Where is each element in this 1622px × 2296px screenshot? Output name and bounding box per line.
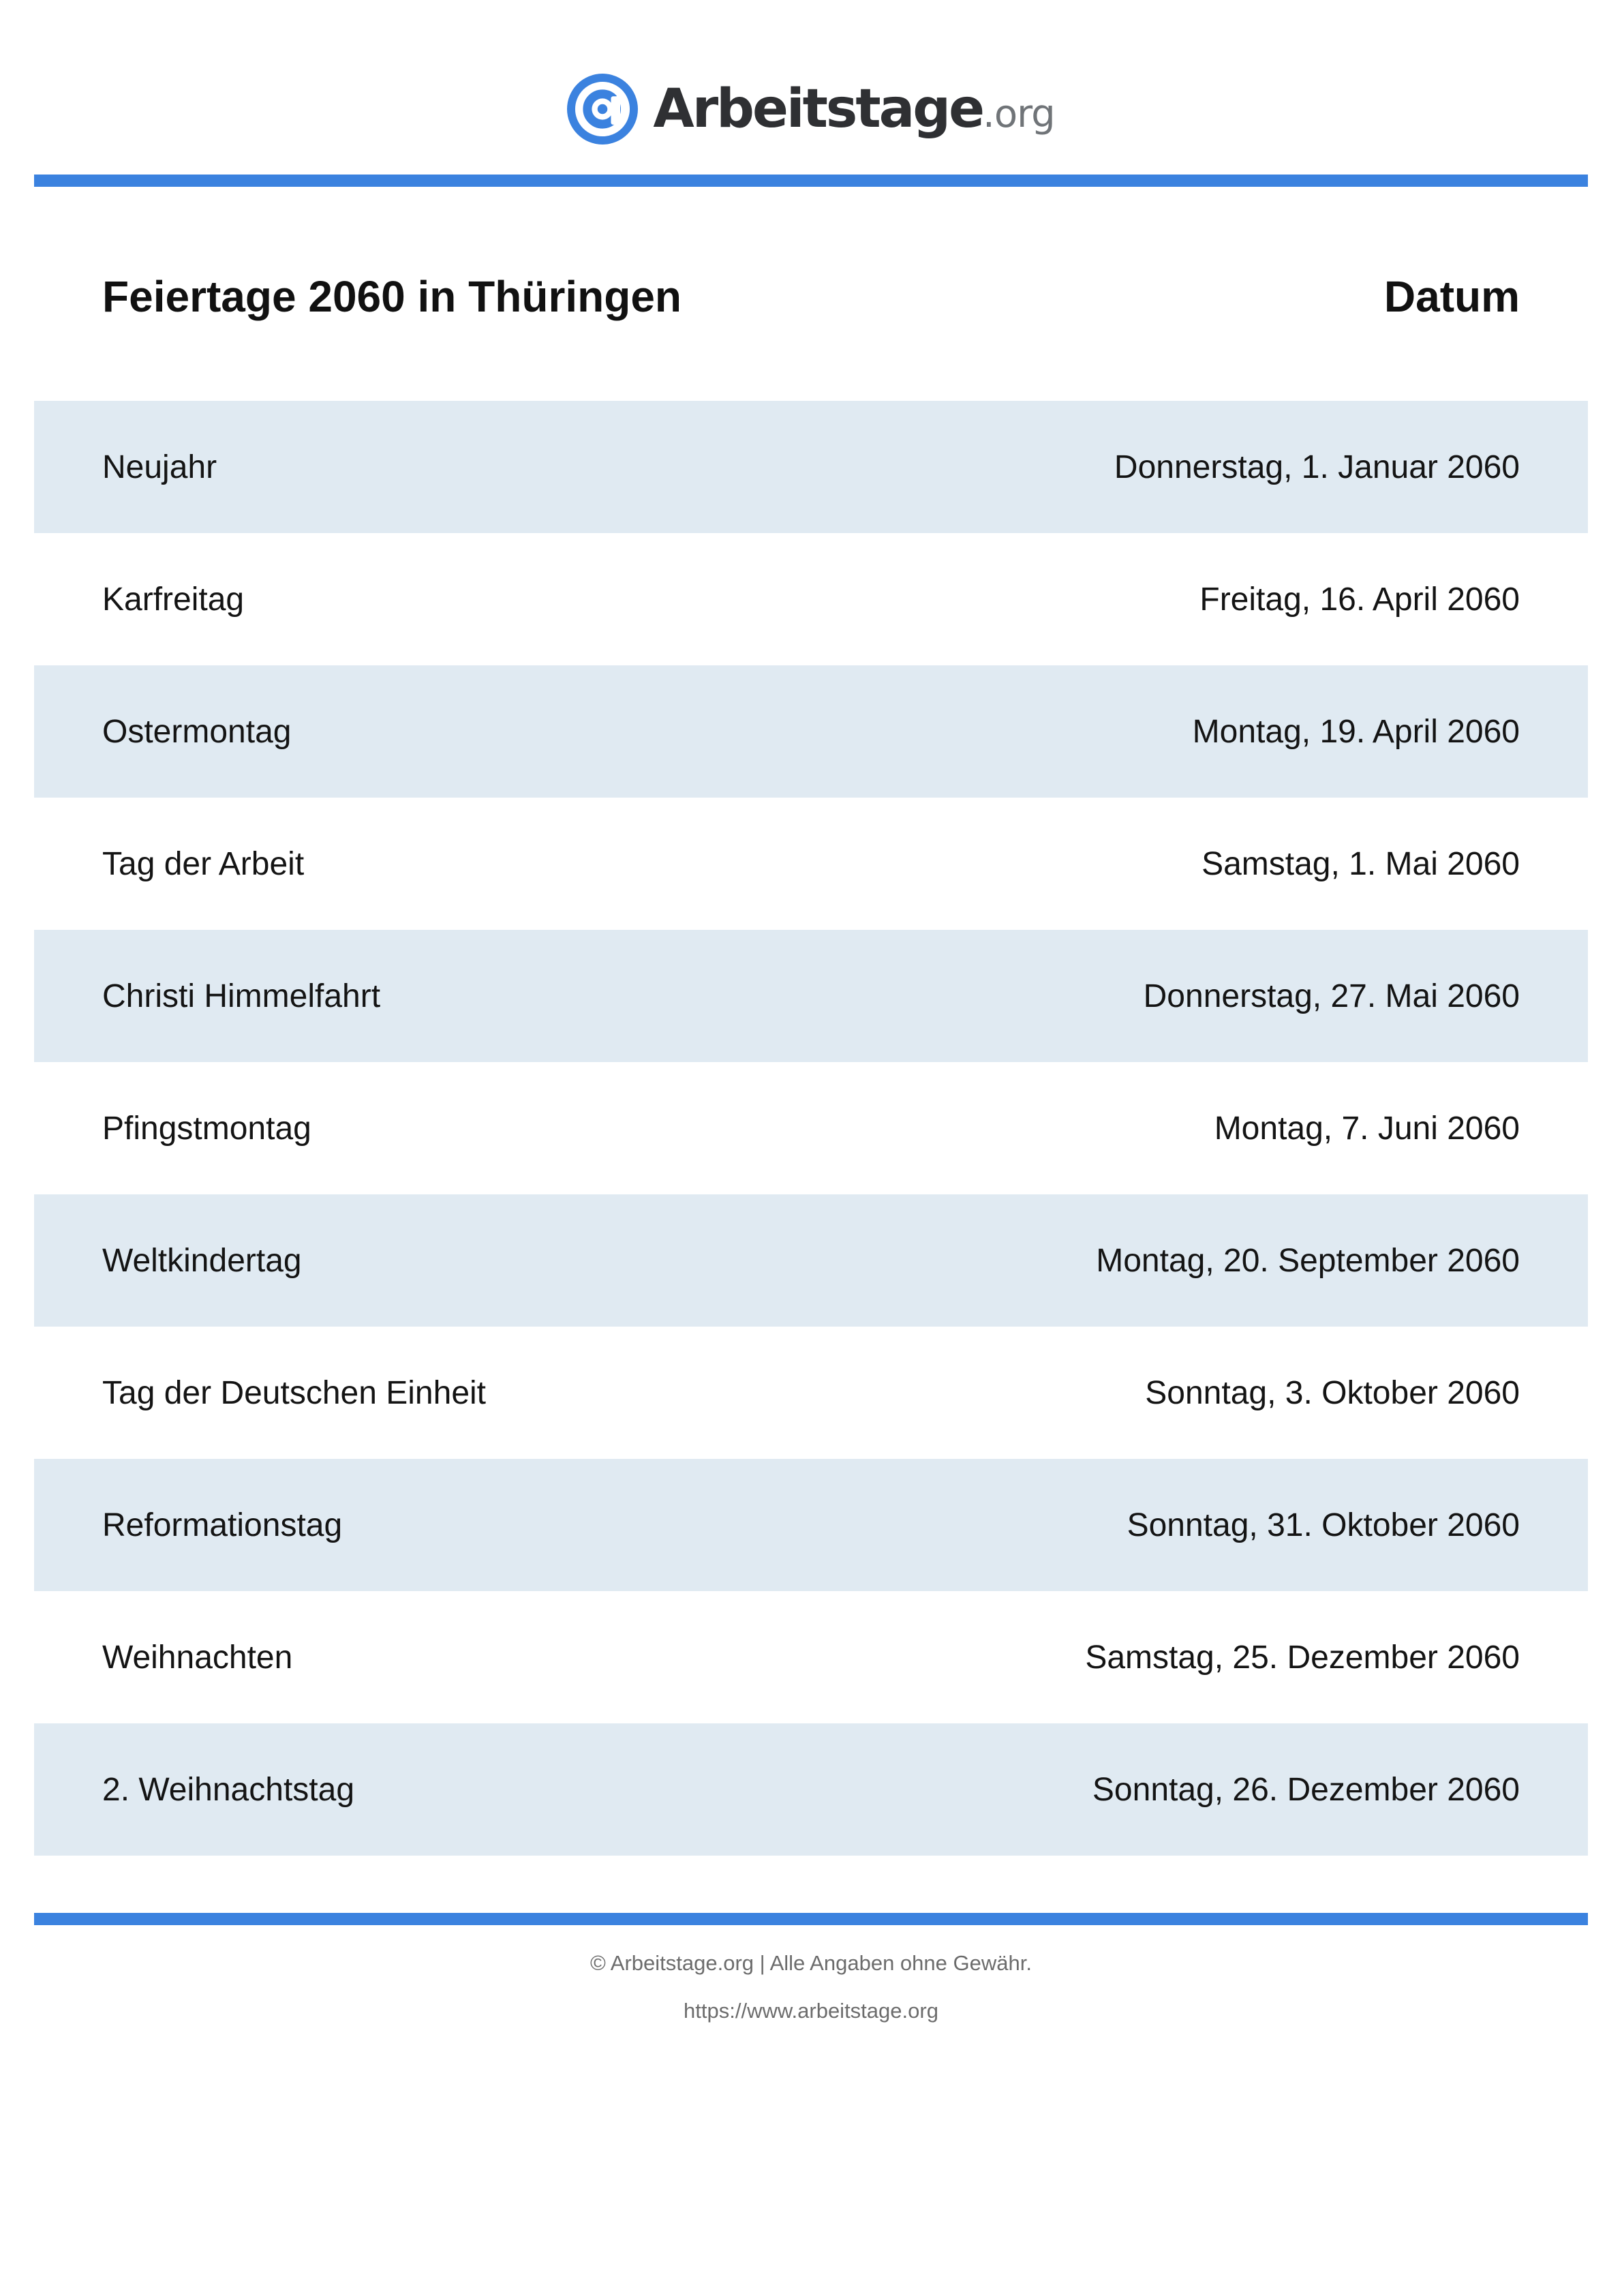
holiday-name: Neujahr — [102, 449, 217, 485]
table-row — [34, 930, 1588, 1062]
holiday-date: Samstag, 25. Dezember 2060 — [1085, 1639, 1520, 1676]
holiday-date: Sonntag, 26. Dezember 2060 — [1092, 1771, 1520, 1808]
holiday-date: Samstag, 1. Mai 2060 — [1202, 845, 1520, 882]
table-title: Feiertage 2060 in Thüringen — [102, 272, 682, 321]
holiday-name: Karfreitag — [102, 581, 245, 618]
table-row — [34, 1194, 1588, 1327]
table-row — [34, 798, 1588, 930]
holiday-name: Pfingstmontag — [102, 1110, 311, 1147]
holiday-date: Donnerstag, 27. Mai 2060 — [1143, 978, 1520, 1014]
top-divider — [34, 175, 1588, 187]
logo-tld: .org — [983, 92, 1055, 136]
table-row — [34, 665, 1588, 798]
footer-url-link[interactable]: https://www.arbeitstage.org — [684, 1999, 938, 2023]
holiday-name: Ostermontag — [102, 713, 292, 750]
holiday-name: Weltkindertag — [102, 1242, 302, 1279]
logo-group — [567, 68, 1054, 150]
footer-copyright: © Arbeitstage.org | Alle Angaben ohne Gewähr. — [590, 1951, 1032, 1975]
holiday-name: Tag der Deutschen Einheit — [102, 1374, 487, 1411]
table-row — [34, 533, 1588, 665]
date-column-header: Datum — [1383, 272, 1520, 321]
holiday-table — [34, 401, 1588, 1856]
logo-name: Arbeitstage — [653, 78, 983, 140]
logo-wordmark — [653, 78, 1054, 140]
site-logo[interactable] — [0, 68, 1622, 150]
holiday-date: Montag, 7. Juni 2060 — [1214, 1110, 1520, 1147]
at-sign-icon — [567, 74, 638, 145]
holiday-date: Freitag, 16. April 2060 — [1199, 581, 1520, 618]
bottom-divider — [34, 1913, 1588, 1925]
table-row — [34, 401, 1588, 533]
table-row — [34, 1723, 1588, 1856]
holiday-name: Weihnachten — [102, 1639, 293, 1676]
table-row — [34, 1591, 1588, 1723]
table-row — [34, 1062, 1588, 1194]
table-row — [34, 1459, 1588, 1591]
holiday-date: Sonntag, 3. Oktober 2060 — [1145, 1374, 1520, 1411]
holiday-date: Montag, 19. April 2060 — [1192, 713, 1520, 750]
holiday-name: 2. Weihnachtstag — [102, 1771, 355, 1808]
table-row — [34, 1327, 1588, 1459]
holiday-date: Sonntag, 31. Oktober 2060 — [1127, 1507, 1520, 1543]
table-header — [34, 259, 1588, 334]
holiday-date: Montag, 20. September 2060 — [1096, 1242, 1520, 1279]
holiday-name: Christi Himmelfahrt — [102, 978, 381, 1014]
holiday-name: Tag der Arbeit — [102, 845, 305, 882]
holiday-date: Donnerstag, 1. Januar 2060 — [1114, 449, 1520, 485]
holiday-name: Reformationstag — [102, 1507, 343, 1543]
